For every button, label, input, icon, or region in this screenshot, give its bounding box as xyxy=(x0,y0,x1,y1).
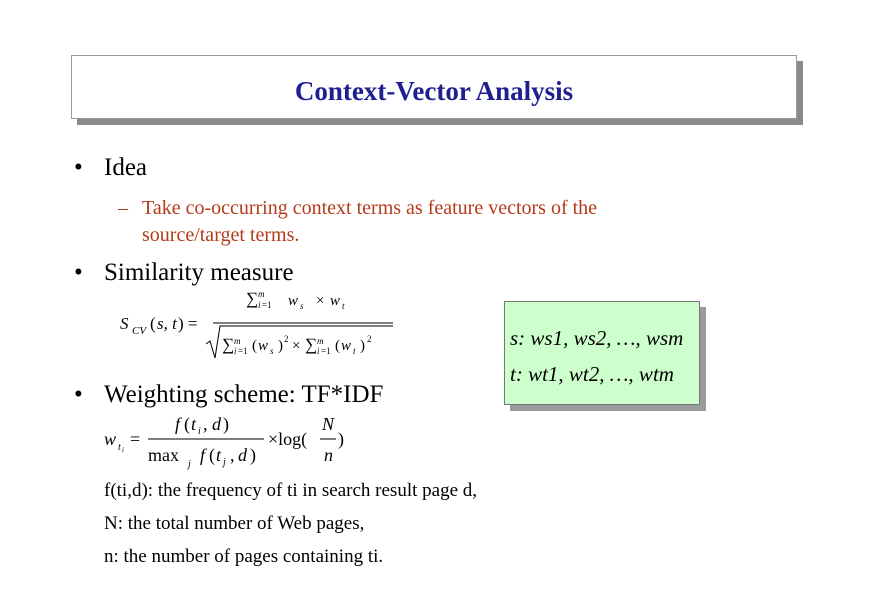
svg-text:CV: CV xyxy=(132,325,147,337)
svg-text:(: ( xyxy=(335,338,340,354)
target-vector-line: t: wt1, wt2, …, wtm xyxy=(510,362,674,386)
bullet-marker: • xyxy=(74,259,83,286)
bullet-idea: Idea xyxy=(104,154,148,181)
svg-text:i: i xyxy=(122,446,124,454)
svg-text:S: S xyxy=(120,314,129,333)
bullet-similarity: Similarity measure xyxy=(104,259,294,286)
svg-text:s: s xyxy=(270,346,274,356)
svg-text:): ) xyxy=(278,338,283,354)
bullet-marker: • xyxy=(74,154,83,181)
svg-text:∑: ∑ xyxy=(222,335,235,354)
svg-text:d: d xyxy=(212,414,221,434)
definition-total-pages: N: the total number of Web pages, xyxy=(104,513,365,534)
svg-text:2: 2 xyxy=(284,334,289,344)
svg-text:=: = xyxy=(130,429,141,449)
svg-text:max: max xyxy=(148,445,179,465)
svg-text:f: f xyxy=(200,445,206,465)
svg-text:): ) xyxy=(223,414,229,434)
svg-text:,: , xyxy=(230,445,235,465)
svg-text:(: ( xyxy=(252,338,257,354)
svg-text:): ) xyxy=(360,338,365,354)
svg-text:2: 2 xyxy=(367,334,372,344)
svg-text:t: t xyxy=(118,442,121,453)
slide-title: Context-Vector Analysis xyxy=(294,76,574,106)
source-vector-line: s: ws1, ws2, …, wsm xyxy=(510,326,684,350)
sub-bullet-dash: – xyxy=(118,197,128,219)
similarity-formula xyxy=(118,286,408,366)
svg-text:) =: ) = xyxy=(178,314,198,333)
svg-text:i: i xyxy=(258,300,261,310)
svg-text:t: t xyxy=(191,414,197,434)
bullet-marker: • xyxy=(74,381,83,408)
vector-note-box xyxy=(504,301,700,405)
svg-text:w: w xyxy=(341,338,352,354)
svg-text:i: i xyxy=(198,426,201,437)
bullet-weighting: Weighting scheme: TF*IDF xyxy=(104,381,384,408)
svg-text:j: j xyxy=(223,457,226,468)
svg-text:t: t xyxy=(353,346,356,356)
svg-text:∑: ∑ xyxy=(305,335,318,354)
svg-text:=1: =1 xyxy=(262,300,272,310)
svg-text:t: t xyxy=(342,301,345,311)
svg-text:): ) xyxy=(338,429,344,449)
definition-frequency: f(ti,d): the frequency of ti in search result page d, xyxy=(104,480,477,501)
svg-text:i: i xyxy=(234,346,237,356)
svg-text:=1: =1 xyxy=(321,346,331,356)
svg-text:s, t: s, t xyxy=(157,314,177,333)
svg-text:j: j xyxy=(188,459,191,470)
svg-text:(: ( xyxy=(150,314,156,333)
svg-text:=1: =1 xyxy=(238,346,248,356)
svg-text:×: × xyxy=(292,338,301,354)
definition-pages-containing: n: the number of pages containing ti. xyxy=(104,546,384,567)
svg-text:i: i xyxy=(317,346,320,356)
svg-text:n: n xyxy=(324,445,333,465)
svg-text:×: × xyxy=(316,293,325,309)
svg-text:w: w xyxy=(330,293,341,309)
svg-text:t: t xyxy=(216,445,222,465)
svg-text:m: m xyxy=(317,336,324,346)
svg-text:w: w xyxy=(258,338,269,354)
weighting-formula xyxy=(100,410,360,470)
sub-bullet-idea-line1: Take co-occurring context terms as feature vectors of the xyxy=(142,197,598,219)
svg-text:d: d xyxy=(238,445,247,465)
svg-text:N: N xyxy=(322,414,335,434)
svg-text:m: m xyxy=(258,289,265,299)
svg-text:f: f xyxy=(175,414,181,434)
svg-text:m: m xyxy=(234,336,241,346)
svg-text:×log(: ×log( xyxy=(268,429,308,449)
svg-text:,: , xyxy=(203,414,208,434)
svg-text:): ) xyxy=(250,445,256,465)
svg-text:∑: ∑ xyxy=(246,289,259,308)
svg-text:w: w xyxy=(104,429,117,449)
svg-text:s: s xyxy=(300,301,304,311)
svg-text:(: ( xyxy=(184,414,190,434)
sub-bullet-idea-line2: source/target terms. xyxy=(142,224,300,246)
svg-text:(: ( xyxy=(209,445,215,465)
svg-text:w: w xyxy=(288,293,299,309)
